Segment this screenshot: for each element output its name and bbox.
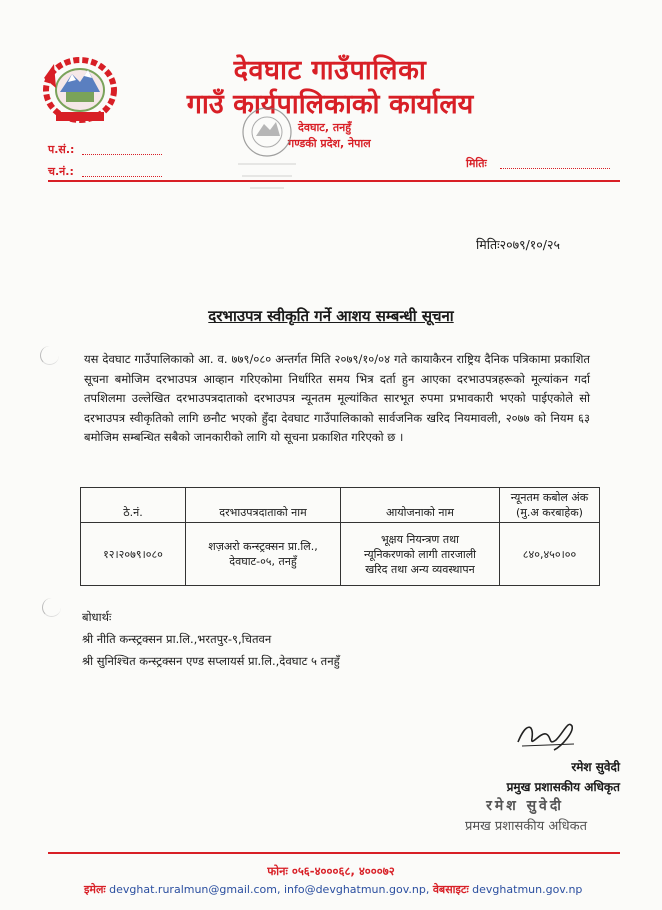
cell-amount: ८४०,४५०।०० xyxy=(500,523,600,586)
letter-subject: दरभाउपत्र स्वीकृति गर्ने आशय सम्बन्धी सूचना xyxy=(208,307,454,325)
cell-contract-no: १२।२०७९।०८० xyxy=(81,523,186,586)
col-bidder: दरभाउपत्रदाताको नाम xyxy=(186,488,341,523)
punch-hole-icon xyxy=(40,346,59,365)
header-date-label: मितिः xyxy=(466,157,487,170)
footer-contacts xyxy=(84,882,644,897)
signature-icon xyxy=(512,712,582,756)
cn-label: च.नं.: xyxy=(48,165,74,178)
cell-project xyxy=(341,523,500,586)
copy-to-item: श्री नीति कन्स्ट्रक्सन प्रा.लि.,भरतपुर-९,चितवन xyxy=(82,632,272,646)
office-stamp-icon xyxy=(226,102,308,198)
col-amount: न्यूनतम कबोल अंक (मु.अ करबाहेक) xyxy=(500,488,600,523)
table-header-row xyxy=(81,488,600,523)
office-title-line2: गाउँ कार्यपालिकाको कार्यालय xyxy=(186,89,474,120)
header-divider xyxy=(48,180,620,182)
address-line2: गण्डकी प्रदेश, नेपाल xyxy=(288,137,371,150)
cell-bidder xyxy=(186,523,341,586)
bid-table xyxy=(80,487,600,586)
letter-date: मितिः२०७९/१०/२५ xyxy=(476,237,561,252)
copy-to-item: श्री सुनिश्चित कन्स्ट्रक्सन एण्ड सप्लायर्स प्रा.लि.,देवघाट ५ तनहुँ xyxy=(82,654,340,668)
address-line1: देवघाट, तनहुँ xyxy=(298,121,352,134)
email-links: devghat.ruralmun@gmail.com, info@devghatmun.gov.np, xyxy=(109,883,430,896)
bidder-line: शज़अरो कन्स्ट्रक्सन प्रा.लि., xyxy=(208,540,318,553)
table-row xyxy=(81,523,600,586)
nepal-emblem-icon xyxy=(36,48,124,128)
ps-label: प.सं.: xyxy=(48,143,75,156)
project-line: भूक्षय नियन्त्रण तथा xyxy=(380,532,460,546)
copy-to-section xyxy=(82,606,340,672)
punch-hole-icon xyxy=(42,598,61,617)
footer-phone: फोनः ०५६-४०००६८, ४०००७२ xyxy=(267,864,395,878)
copy-to-label: बोधार्थः xyxy=(82,610,112,624)
email-label: इमेलः xyxy=(84,883,106,896)
signatory-name: रमेश सुवेदी xyxy=(571,760,620,774)
website-link: devghatmun.gov.np xyxy=(472,883,583,896)
name-stamp: रमेश सुवेदी xyxy=(486,798,564,814)
project-line: खरिद तथा अन्य व्यवस्थापन xyxy=(365,562,475,576)
bidder-line: देवघाट-०५, तनहुँ xyxy=(229,555,297,568)
col-project: आयोजनाको नाम xyxy=(341,488,500,523)
footer-divider xyxy=(48,852,620,854)
website-label: वेबसाइटः xyxy=(432,883,469,896)
role-stamp: प्रमख प्रशासकीय अधिकत xyxy=(464,819,588,834)
letter-body: यस देवघाट गाउँपालिकाको आ. व. ७७९/०८० अन्तर्गत मिति २०७९/१०/०४ गते कायाकैरन राष्ट्रिय दैनिक पत्रिकामा प्रकाशित सूचना बमोजिम दरभाउपत्र आव्हान गरिएकोमा निर्धारित समय भित्र दर्ता हुन आएका दरभाउपत्रहरूको मूल्यांकन गर्दा तपशिलमा उल्लेखित दरभाउपत्रदाताको दरभाउपत्र न्यूनतम मूल्यांकित सारभूत रुपमा प्रभावकारी भएको पाईएकोले सो दरभाउपत्र स्वीकृतिको लागि छनौट भएको हुँदा देवघाट गाउँपालिकाको सार्वजनिक खरिद नियमावली, २०७७ को नियम ६३ बमोजिम सम्बन्धित सबैको जानकारीको लागि यो सूचना प्रकाशित गरिएको छ । xyxy=(84,352,590,444)
cn-field xyxy=(82,176,162,177)
office-title-line1: देवघाट गाउँपालिका xyxy=(233,55,427,86)
project-line: न्यूनिकरणको लागी तारजाली xyxy=(363,547,477,561)
col-contract-no: ठे.नं. xyxy=(81,488,186,523)
header-date-field xyxy=(500,168,610,169)
ps-field xyxy=(82,154,162,155)
signatory-role: प्रमुख प्रशासकीय अधिकृत xyxy=(506,780,620,794)
